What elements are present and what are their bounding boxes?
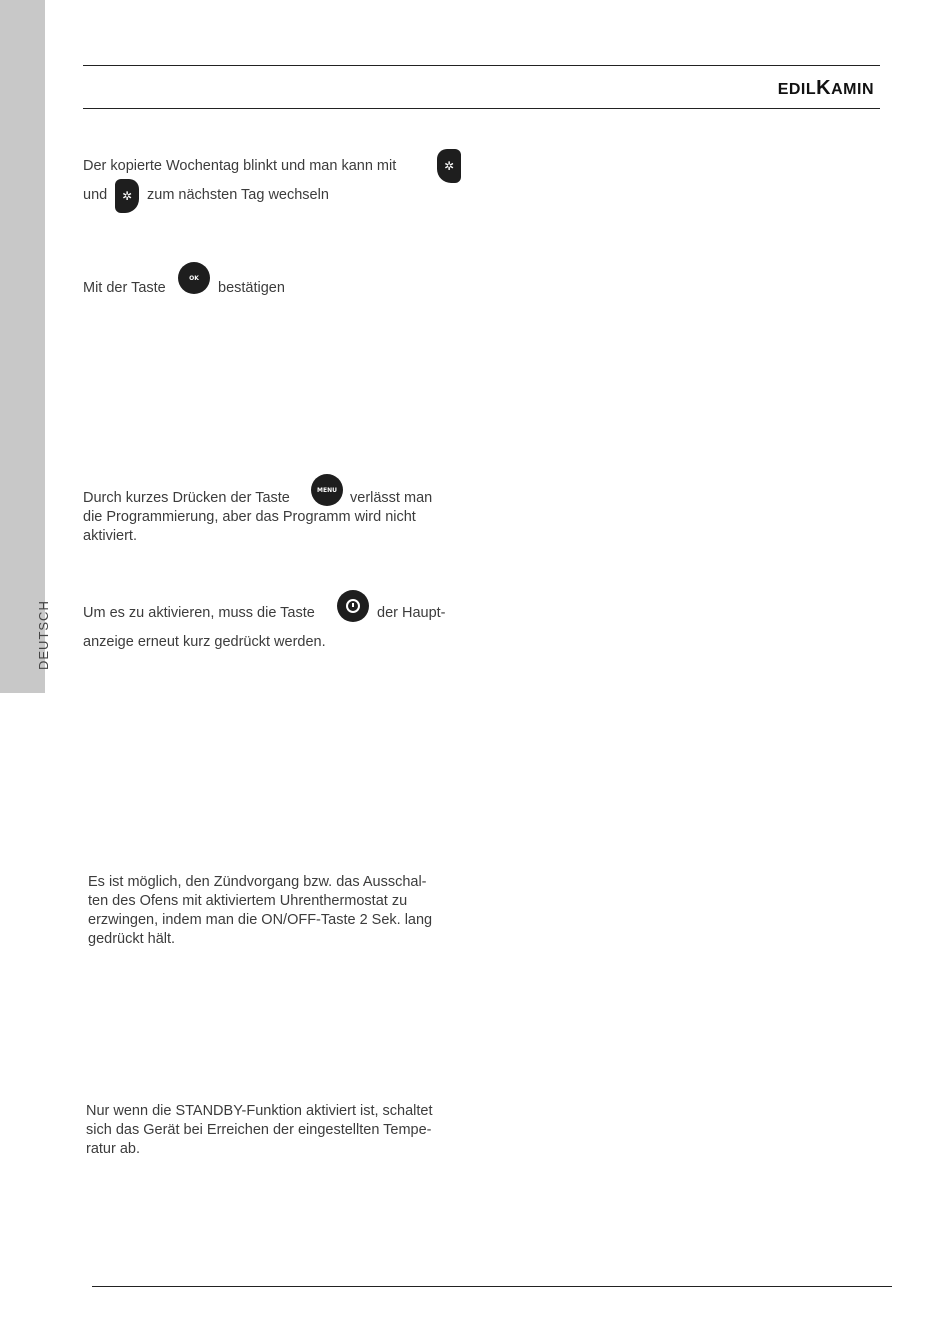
menu-button-icon: MENU — [311, 474, 343, 506]
footer-rule — [92, 1286, 892, 1287]
clock-icon — [346, 599, 360, 613]
paragraph-exit-line3: aktiviert. — [83, 528, 137, 544]
paragraph-standby: Nur wenn die STANDBY-Funktion aktiviert ist, schaltet sich das Gerät bei Erreichen der eingestellten Tempe- ratur ab. — [86, 1103, 433, 1157]
paragraph-exit: Durch kurzes Drücken der Taste — [83, 490, 290, 506]
paragraph-confirm-end: bestätigen — [218, 280, 285, 296]
paragraph-force-ignition: Es ist möglich, den Zündvorgang bzw. das Ausschal- ten des Ofens mit aktiviertem Uhrenthermostat zu erzwingen, indem man die ON/OFF-Taste 2 Sek. lang gedrückt hält. — [88, 874, 433, 947]
fan-right-button-icon: ✲ — [437, 149, 461, 183]
paragraph-copy-day-line2: und — [83, 187, 108, 203]
paragraph-activate: Um es zu aktivieren, muss die Taste — [83, 605, 315, 621]
header-top-rule — [83, 65, 880, 66]
paragraph-exit-line2: die Programmierung, aber das Programm wird nicht — [83, 509, 416, 525]
clock-button-icon — [337, 590, 369, 622]
language-label: DEUTSCH — [36, 600, 51, 670]
paragraph-activate-b: der Haupt- — [377, 605, 446, 621]
language-side-tab — [0, 0, 45, 693]
ok-button-icon: OK — [178, 262, 210, 294]
paragraph-copy-day: Der kopierte Wochentag blinkt und man kann mit — [83, 158, 397, 174]
brand-logo: EDILKAMIN — [777, 77, 874, 99]
paragraph-exit-b: verlässt man — [350, 490, 433, 506]
paragraph-copy-day-line2b: zum nächsten Tag wechseln — [147, 187, 329, 203]
header-bottom-rule — [83, 108, 880, 109]
fan-left-button-icon: ✲ — [115, 179, 139, 213]
paragraph-confirm: Mit der Taste — [83, 280, 166, 296]
paragraph-activate-line2: anzeige erneut kurz gedrückt werden. — [83, 634, 326, 650]
